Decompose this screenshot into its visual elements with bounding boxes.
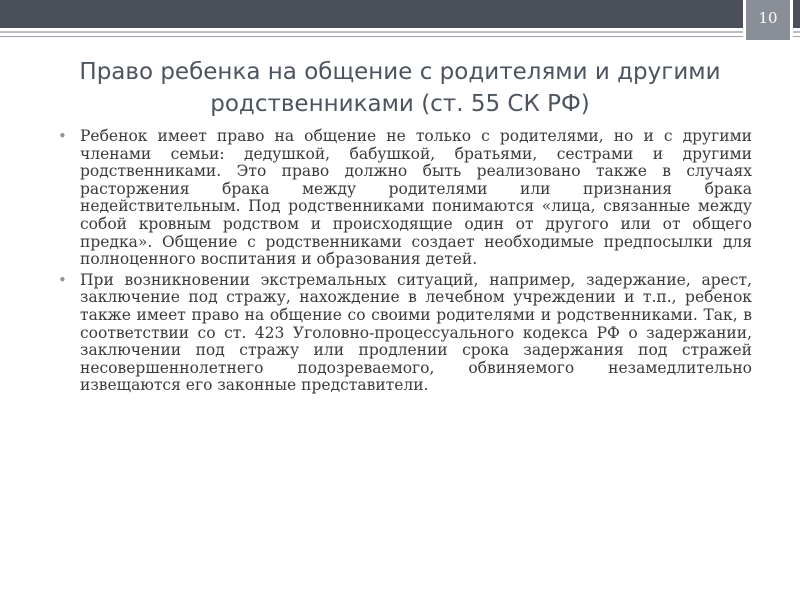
slide-title-line-2: родственниками (ст. 55 СК РФ) — [210, 91, 590, 117]
slide-number: 10 — [758, 9, 778, 27]
bullet-list — [58, 128, 752, 398]
bullet-dot-icon: • — [58, 270, 67, 289]
bullet-item-2 — [58, 272, 752, 395]
bullet-text-2: При возникновении экстремальных ситуаций, например, задержание, арест, заключение под стражу, нахождение в лечебном учреждении и т.п., ребенок также имеет право на общение со своими родителями и родственниками. Так, в соответствии со ст. 423 Уголовно-процессуального кодекса РФ о задержании, заключении под стражу или продлении срока задержания под стражей несовершеннолетнего подозреваемого, обвиняемого незамедлительно извещаются его законные представители. — [80, 270, 752, 395]
bullet-item-1 — [58, 128, 752, 269]
bullet-text-1: Ребенок имеет право на общение не только с родителями, но и с другими членами семьи: дедушкой, бабушкой, братьями, сестрами и другими родственниками. Это право должно быть реализовано также в случаях расторжения брака между родителями или признания брака недействительным. Под родственниками понимаются «лица, связанные между собой кровным родством и происходящие один от другого или от общего предка». Общение с родственниками создает необходимые предпосылки для полноценного воспитания и образования детей. — [80, 127, 752, 269]
bullet-dot-icon: • — [58, 127, 67, 145]
slide-title-line-1: Право ребенка на общение с родителями и другими — [79, 59, 721, 85]
header-band — [0, 0, 800, 28]
slide-number-badge — [743, 0, 793, 40]
header-divider-light — [0, 31, 800, 33]
slide-title — [20, 56, 780, 120]
header-divider-dark — [0, 36, 800, 37]
